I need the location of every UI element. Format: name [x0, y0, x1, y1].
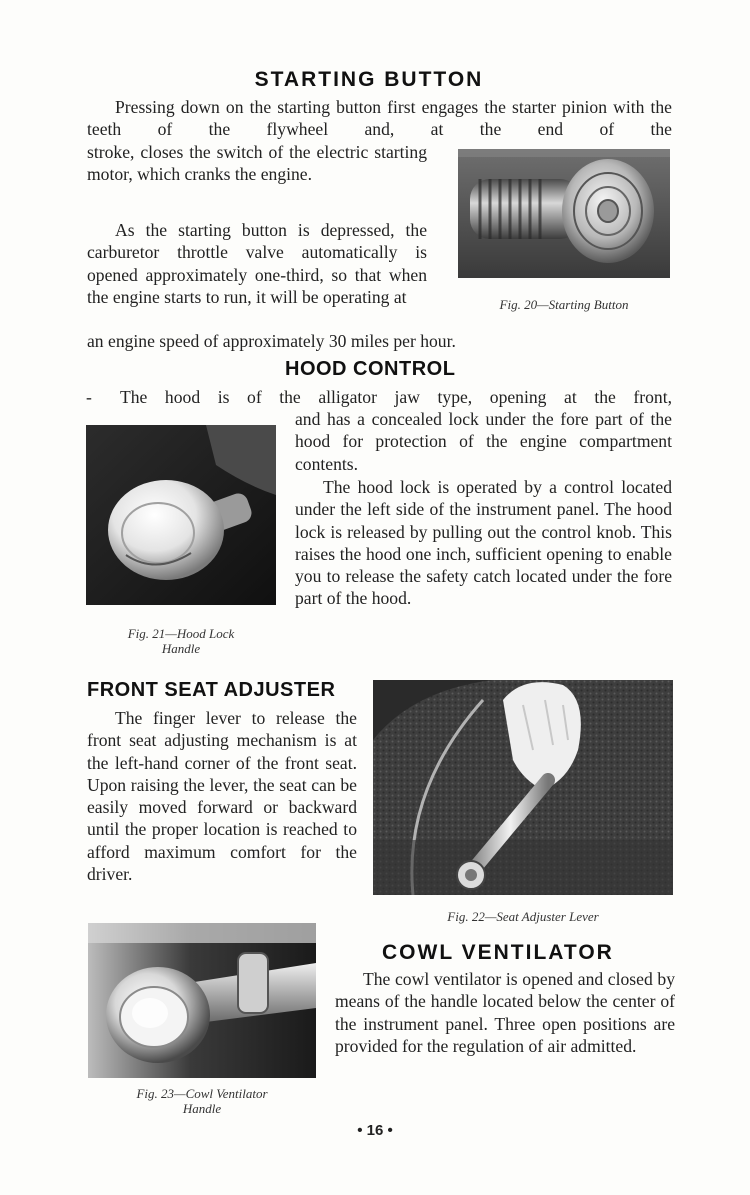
- cowl-ventilator-handle-photo: [88, 923, 316, 1078]
- hood-paragraph-1: and has a concealed lock under the fore part of the hood for protection of the engine compartment contents.: [295, 409, 672, 474]
- starting-button-paragraph-2: As the starting button is depressed, the carburetor throttle valve automatically is opened approximately one-third, so that when the engine starts to run, it will be operating at: [87, 220, 427, 307]
- figure-20-caption: Fig. 20—Starting Button: [499, 297, 629, 312]
- figure-23-caption-line-2: Handle: [182, 1101, 222, 1116]
- cowl-ventilator-paragraph: The cowl ventilator is opened and closed by means of the handle located below the center of the instrument panel. Three open positions are provided for the regulation of air admitted.: [335, 969, 675, 1056]
- section-heading-starting-button: STARTING BUTTON: [254, 68, 484, 91]
- hood-lead-mark: -: [86, 387, 92, 407]
- hood-paragraph-1-first-line: The hood is of the alligator jaw type, opening at the front,: [120, 387, 672, 407]
- starting-button-paragraph-1-wrap: stroke, closes the switch of the electric starting motor, which cranks the engine.: [87, 142, 427, 185]
- section-heading-cowl-ventilator: COWL VENTILATOR: [382, 941, 614, 964]
- figure-23-caption-line-1: Fig. 23—Cowl Ventilator: [136, 1086, 268, 1101]
- hood-paragraph-2: The hood lock is operated by a control located under the left side of the instrument panel. The hood lock is released by pulling out the control knob. This raises the hood one inch, sufficient opening to enable you to release the safety catch located under the fore part of the hood.: [295, 477, 672, 609]
- figure-21-caption-line-1: Fig. 21—Hood Lock: [127, 626, 235, 641]
- starting-button-paragraph-2-tail: an engine speed of approximately 30 miles per hour.: [87, 331, 456, 351]
- section-heading-hood-control: HOOD CONTROL: [285, 358, 456, 380]
- starting-button-paragraph-1: Pressing down on the starting button first engages the starter pinion with the teeth of the flywheel and, at the end of the: [87, 97, 672, 140]
- figure-21-caption: [86, 626, 276, 656]
- figure-21-caption-line-2: Handle: [161, 641, 201, 656]
- page-number: • 16 •: [357, 1122, 393, 1139]
- seat-adjuster-lever-photo: [373, 680, 673, 895]
- figure-23-caption: [88, 1086, 316, 1116]
- figure-22-caption: Fig. 22—Seat Adjuster Lever: [447, 909, 599, 924]
- starting-button-photo: [458, 149, 670, 278]
- front-seat-paragraph: The finger lever to release the front seat adjusting mechanism is at the left-hand corner of the front seat. Upon raising the lever, the seat can be easily moved forward or backward until the proper location is reached to afford maximum comfort for the driver.: [87, 708, 357, 885]
- section-heading-front-seat-adjuster: FRONT SEAT ADJUSTER: [87, 679, 336, 701]
- hood-lock-handle-photo: [86, 425, 276, 605]
